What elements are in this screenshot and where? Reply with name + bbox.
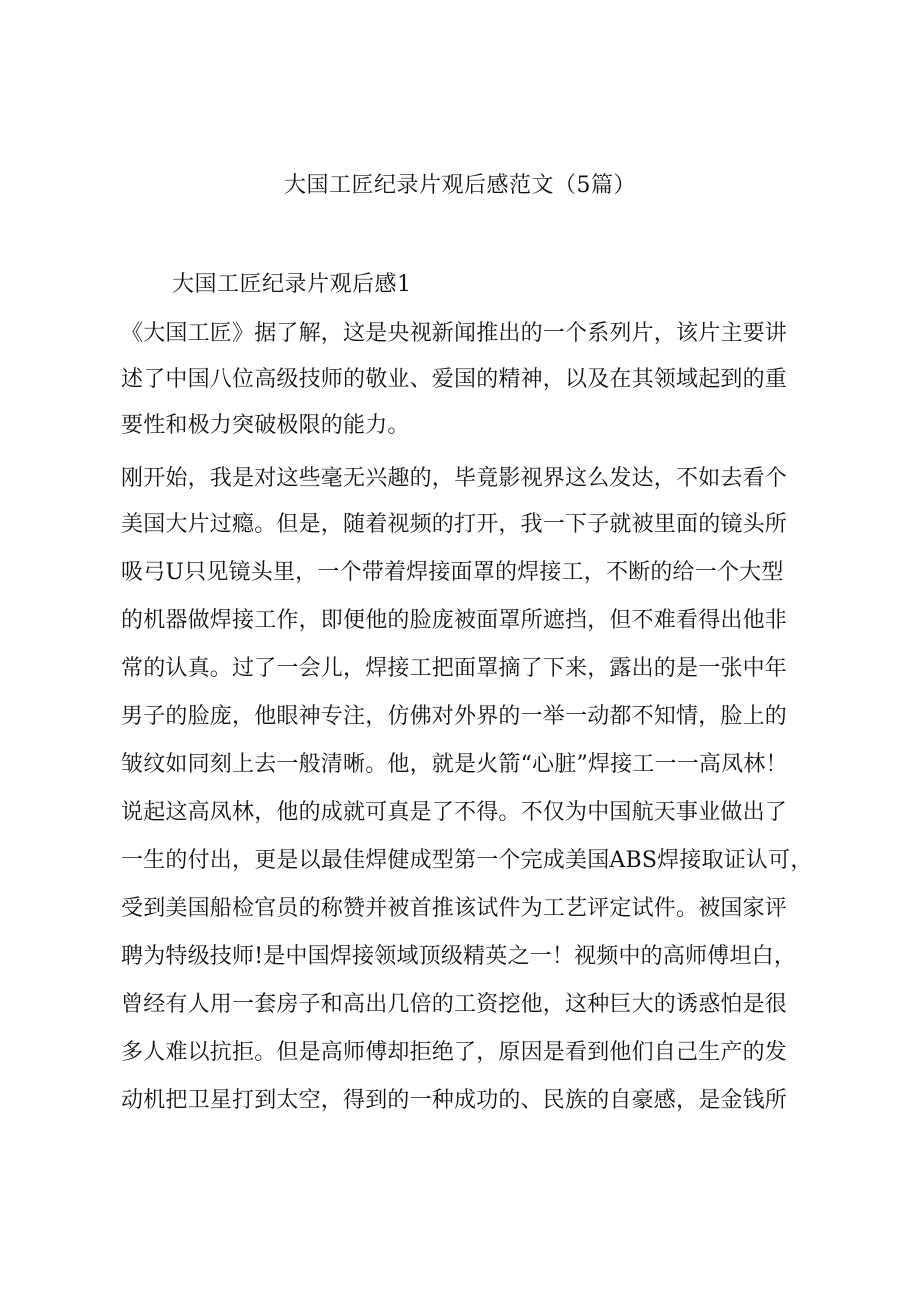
section-heading: 大国工匠纪录片观后感1 <box>172 272 412 297</box>
body-line: 常的认真。过了一会儿，焊接工把面罩摘了下来，露出的是一张中年 <box>121 656 788 681</box>
body-line: 要性和极力突破极限的能力。 <box>121 413 410 438</box>
body-line: 说起这高凤林，他的成就可真是了不得。不仅为中国航天事业做出了 <box>121 800 788 825</box>
body-line: 多人难以抗拒。但是高师傅却拒绝了，原因是看到他们自己生产的发 <box>121 1040 788 1065</box>
body-line: 一生的付出，更是以最佳焊健成型第一个完成美国ABS焊接取证认可， <box>121 848 813 873</box>
body-line: 曾经有人用一套房子和高出几倍的工资挖他，这种巨大的诱惑怕是很 <box>121 992 788 1017</box>
body-line: 的机器做焊接工作，即便他的脸庞被面罩所遮挡，但不难看得出他非 <box>121 608 788 633</box>
body-line: 动机把卫星打到太空，得到的一种成功的、民族的自豪感，是金钱所 <box>121 1088 788 1113</box>
body-line: 皱纹如同刻上去一般清晰。他，就是火箭“心脏”焊接工一一高凤林！ <box>121 752 788 777</box>
document-title: 大国工匠纪录片观后感范文（5篇） <box>284 173 636 198</box>
body-line: 述了中国八位高级技师的敬业、爱国的精神，以及在其领域起到的重 <box>121 367 788 392</box>
body-line: 《大国工匠》据了解，这是央视新闻推出的一个系列片，该片主要讲 <box>121 321 788 346</box>
body-line: 聘为特级技师!是中国焊接领域顶级精英之一！视频中的高师傅坦白， <box>121 944 797 969</box>
body-line: 刚开始，我是对这些毫无兴趣的，毕竟影视界这么发达，不如去看个 <box>121 466 788 491</box>
body-line: 美国大片过瘾。但是，随着视频的打开，我一下子就被里面的镜头所 <box>121 512 788 537</box>
body-line: 吸弓U只见镜头里，一个带着焊接面罩的焊接工，不断的给一个大型 <box>121 560 784 585</box>
body-line: 男子的脸庞，他眼神专注，仿佛对外界的一举一动都不知情，脸上的 <box>121 704 788 729</box>
body-line: 受到美国船检官员的称赞并被首推该试件为工艺评定试件。被国家评 <box>121 896 788 921</box>
